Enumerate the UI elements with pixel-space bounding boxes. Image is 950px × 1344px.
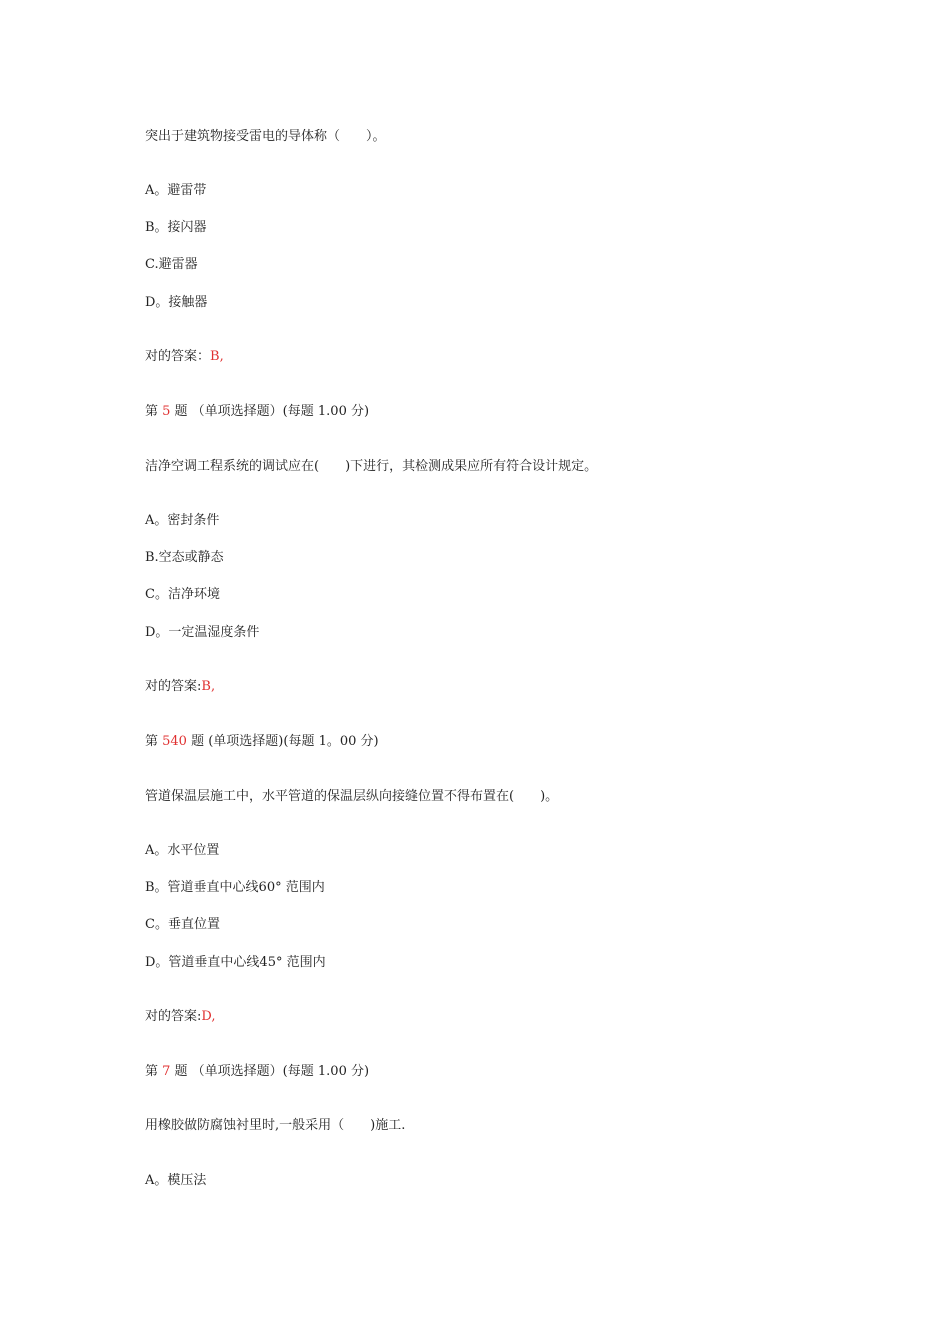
question-text: 用橡胶做防腐蚀衬里时,一般采用（ )施工.	[145, 1118, 406, 1133]
option-c: C。洁净环境	[145, 587, 220, 602]
option-a: A。水平位置	[145, 843, 220, 858]
option-c: C。垂直位置	[145, 917, 220, 932]
question-text: 突出于建筑物接受雷电的导体称（ ）。	[145, 129, 386, 144]
question-text: 管道保温层施工中，水平管道的保温层纵向接缝位置不得布置在( )。	[145, 789, 559, 804]
option-a: A。模压法	[145, 1173, 207, 1188]
question-header	[145, 1063, 369, 1081]
answer-label: 对的答案:	[145, 679, 202, 694]
answer-label: 对的答案：	[145, 349, 211, 364]
option-d: D。管道垂直中心线45° 范围内	[145, 955, 326, 970]
question-text: 洁净空调工程系统的调试应在( )下进行，其检测成果应所有符合设计规定。	[145, 459, 598, 474]
option-c: C.避雷器	[145, 257, 198, 272]
header-suffix: 题 （单项选择题）(每题 1.00 分)	[170, 404, 370, 419]
question-header	[145, 733, 379, 751]
answer-line	[145, 678, 215, 696]
answer-value: B,	[201, 679, 216, 694]
answer-line	[145, 1008, 215, 1026]
question-header	[145, 403, 369, 421]
header-suffix: 题 (单项选择题)(每题 1。00 分)	[186, 734, 379, 749]
answer-label: 对的答案:	[145, 1009, 202, 1024]
header-prefix: 第	[145, 404, 163, 419]
answer-value: D,	[201, 1009, 216, 1024]
question-number: 5	[162, 404, 171, 419]
question-number: 540	[162, 734, 187, 749]
header-prefix: 第	[145, 734, 163, 749]
question-number: 7	[162, 1064, 171, 1079]
option-a: A。密封条件	[145, 513, 220, 528]
option-a: A。避雷带	[145, 183, 207, 198]
answer-line	[145, 348, 224, 366]
option-b: B。接闪器	[145, 220, 207, 235]
option-b: B.空态或静态	[145, 550, 224, 565]
option-b: B。管道垂直中心线60° 范围内	[145, 880, 325, 895]
option-d: D。接触器	[145, 295, 208, 310]
header-prefix: 第	[145, 1064, 163, 1079]
header-suffix: 题 （单项选择题）(每题 1.00 分)	[170, 1064, 370, 1079]
answer-value: B,	[210, 349, 224, 364]
option-d: D。一定温湿度条件	[145, 625, 260, 640]
